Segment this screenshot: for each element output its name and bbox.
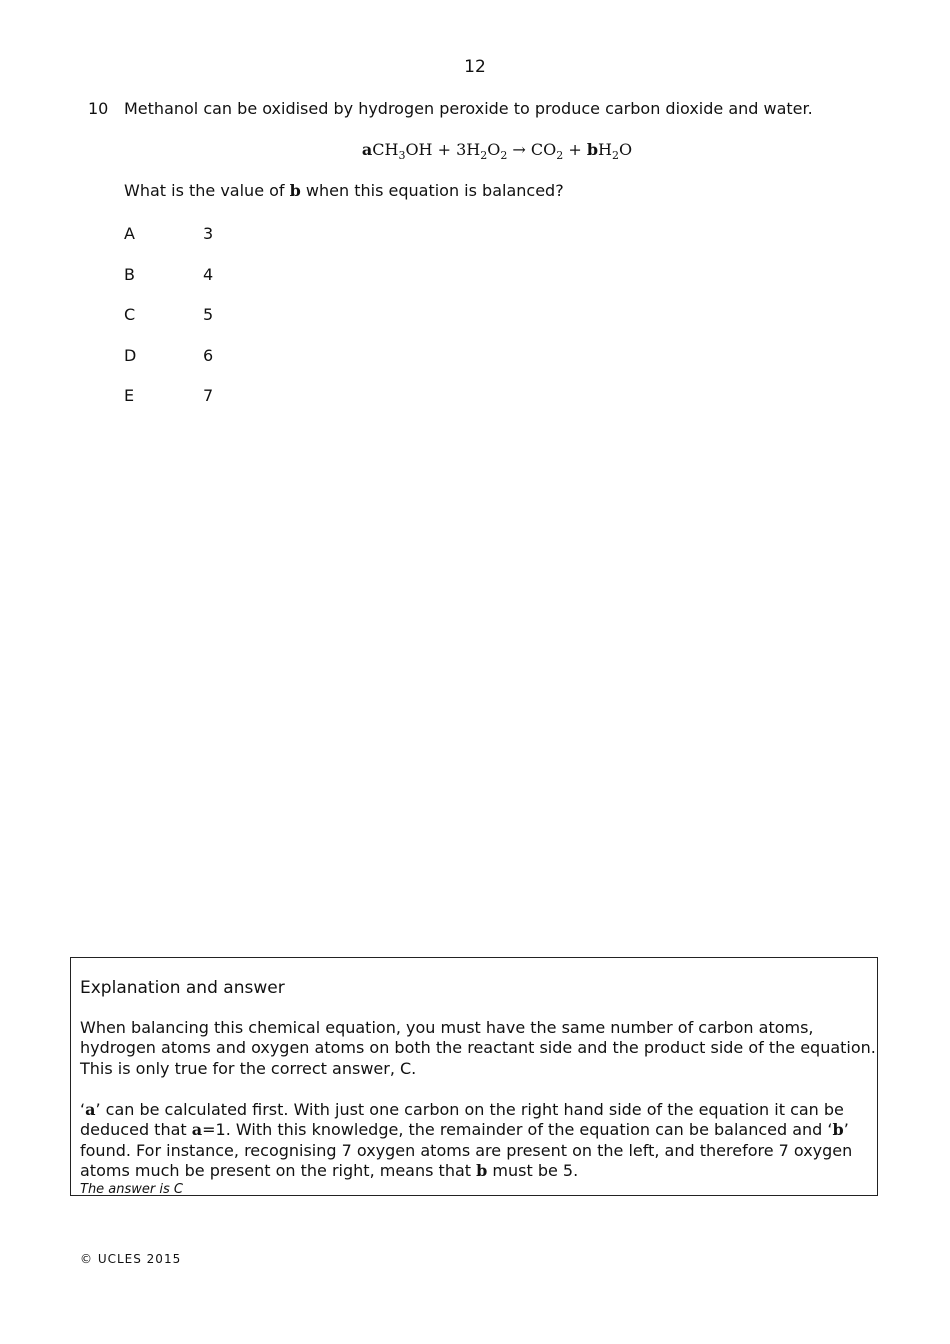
coefficient-b: b xyxy=(586,140,599,159)
eq-part: H xyxy=(598,140,612,159)
answer-options xyxy=(124,224,213,427)
option-value: 7 xyxy=(203,386,214,406)
option-letter: D xyxy=(124,345,137,365)
page-number: 12 xyxy=(464,57,486,77)
eq-part: CH xyxy=(372,140,399,159)
variable-b: b xyxy=(476,1160,488,1180)
explain-text: must be 5. xyxy=(487,1160,579,1180)
explain-text: ‘ xyxy=(80,1100,86,1119)
eq-subscript: 2 xyxy=(556,149,564,163)
explanation-box xyxy=(70,957,878,1196)
option-letter: C xyxy=(124,305,136,325)
answer-line: The answer is C xyxy=(80,1182,183,1197)
prompt-text: What is the value of xyxy=(124,181,290,200)
explain-text: ’ can be calculated first. With just one carbon on the right hand side of the equation it can be deduced that xyxy=(80,1100,844,1140)
option-value: 5 xyxy=(203,305,214,325)
option-d[interactable] xyxy=(124,346,213,387)
option-letter: B xyxy=(124,264,135,284)
option-value: 6 xyxy=(203,345,214,365)
eq-subscript: 2 xyxy=(480,149,488,163)
explain-text: ’ found. For instance, recognising 7 oxygen atoms are present on the left, and therefore 7 oxygen atoms much be present on the right, means that xyxy=(80,1120,853,1180)
eq-subscript: 2 xyxy=(500,149,508,163)
option-letter: A xyxy=(124,224,135,243)
explanation-paragraph-1: When balancing this chemical equation, you must have the same number of carbon atoms, hydrogen atoms and oxygen atoms on both the reactant side and the product side of the equation. This is only true for the correct answer, C. xyxy=(80,1018,876,1078)
chemical-equation xyxy=(0,140,950,162)
eq-part: O xyxy=(487,140,501,159)
coefficient-a: a xyxy=(361,140,373,159)
option-value: 3 xyxy=(203,224,214,243)
eq-subscript: 3 xyxy=(398,149,406,163)
eq-subscript: 2 xyxy=(612,149,619,163)
option-c[interactable] xyxy=(124,305,213,346)
copyright-footer: © UCLES 2015 xyxy=(80,1252,182,1266)
question-prompt xyxy=(124,181,564,200)
variable-b: b xyxy=(832,1120,844,1140)
prompt-text: when this equation is balanced? xyxy=(300,181,564,200)
option-a[interactable] xyxy=(124,224,213,265)
option-b[interactable] xyxy=(124,265,213,306)
eq-part: + xyxy=(563,140,587,159)
question-text: Methanol can be oxidised by hydrogen peroxide to produce carbon dioxide and water. xyxy=(124,99,813,118)
question-number: 10 xyxy=(88,99,109,118)
variable-a: a xyxy=(85,1100,96,1119)
eq-part: O xyxy=(619,140,633,159)
variable-a: a xyxy=(191,1120,203,1140)
explanation-title: Explanation and answer xyxy=(80,978,285,998)
option-e[interactable] xyxy=(124,386,213,427)
explain-text: =1. With this knowledge, the remainder of the equation can be balanced and ‘ xyxy=(202,1120,833,1140)
prompt-variable: b xyxy=(289,181,301,200)
eq-part: → CO xyxy=(507,140,557,159)
option-value: 4 xyxy=(203,264,214,284)
explanation-paragraph-2 xyxy=(80,1100,876,1181)
option-letter: E xyxy=(124,386,135,406)
eq-part: OH + 3H xyxy=(405,140,481,159)
